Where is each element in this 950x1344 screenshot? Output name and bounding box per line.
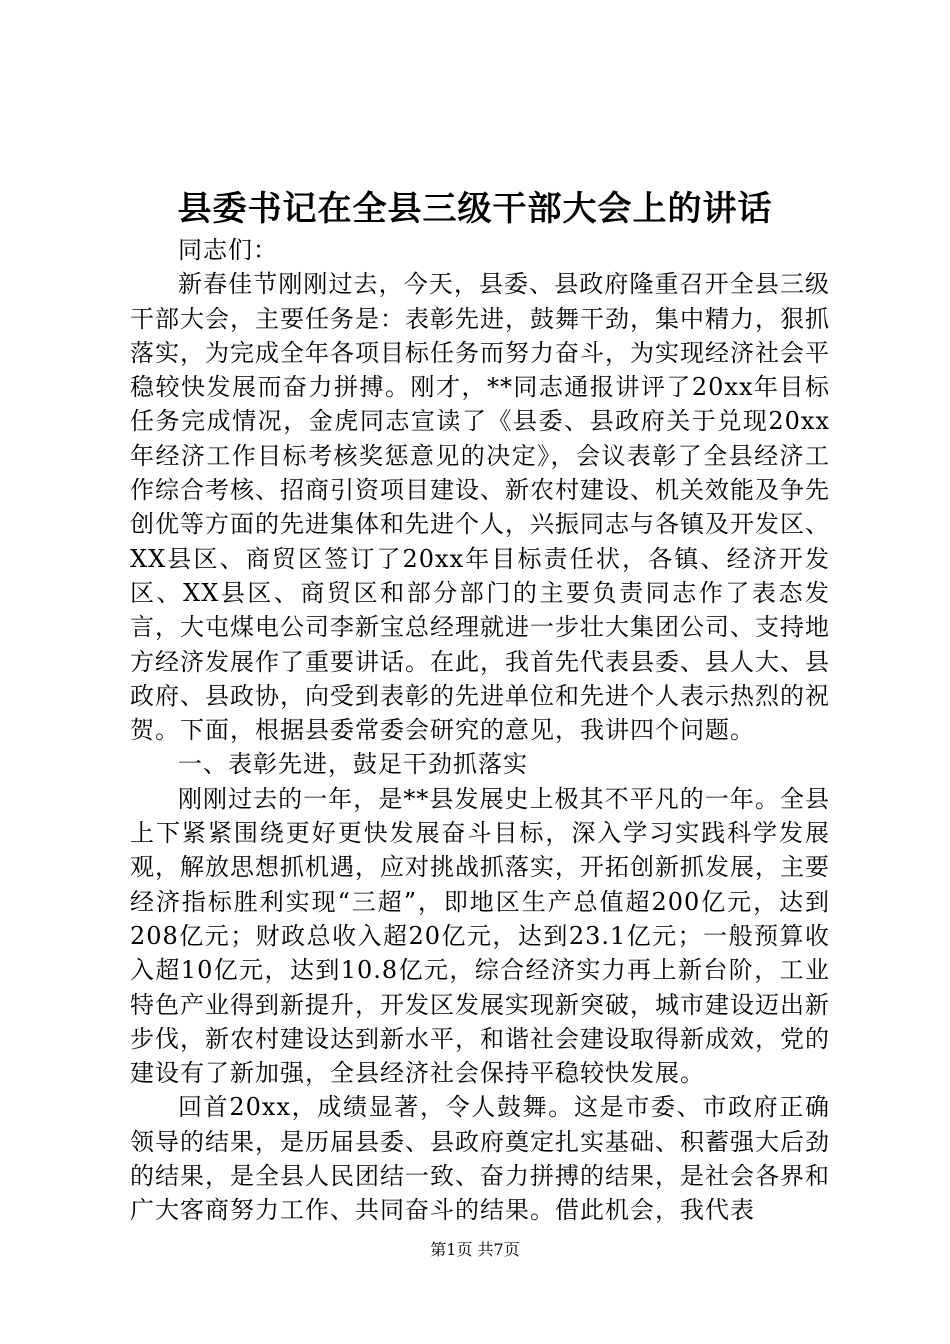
page-number-footer: 第1页 共7页 — [430, 1240, 520, 1259]
paragraph-review: 回首20xx，成绩显著，令人鼓舞。这是市委、市政府正确领导的结果，是历届县委、县政府奠定扎实基础、积蓄强大后劲的结果，是全县人民团结一致、奋力拼搏的结果，是社会各界和广大客商努力工作、共同奋斗的结果。借此机会，我代表 — [130, 1093, 830, 1225]
document-title: 县委书记在全县三级干部大会上的讲话 — [177, 189, 773, 229]
section-heading-1: 一、表彰先进，鼓足干劲抓落实 — [178, 750, 528, 779]
document-body — [130, 233, 830, 1228]
salutation: 同志们： — [178, 236, 278, 264]
paragraph-achievements: 刚刚过去的一年，是**县发展史上极其不平凡的一年。全县上下紧紧围绕更好更快发展奋斗目标，深入学习实践科学发展观，解放思想抓机遇，应对挑战抓落实，开拓创新抓发展，主要经济指标胜利实现“三超”，即地区生产总值超200亿元，达到208亿元；财政总收入超20亿元，达到23.1亿元；一般预算收入超10亿元，达到10.8亿元，综合经济实力再上新台阶，工业特色产业得到新提升，开发区发展实现新突破，城市建设迈出新步伐，新农村建设达到新水平，和谐社会建设取得新成效，党的建设有了新加强，全县经济社会保持平稳较快发展。 — [130, 784, 830, 1088]
paragraph-opening: 新春佳节刚刚过去，今天，县委、县政府隆重召开全县三级干部大会，主要任务是：表彰先进，鼓舞干劲，集中精力，狠抓落实，为完成全年各项目标任务而努力奋斗，为实现经济社会平稳较快发展而奋力拼搏。刚才，**同志通报讲评了20xx年目标任务完成情况，金虎同志宣读了《县委、县政府关于兑现20xx年经济工作目标考核奖惩意见的决定》，会议表彰了全县经济工作综合考核、招商引资项目建设、新农村建设、机关效能及争先创优等方面的先进集体和先进个人，兴振同志与各镇及开发区、XX县区、商贸区签订了20xx年目标责任状，各镇、经济开发区、XX县区、商贸区和部分部门的主要负责同志作了表态发言，大屯煤电公司李新宝总经理就进一步壮大集团公司、支持地方经济发展作了重要讲话。在此，我首先代表县委、县人大、县政府、县政协，向受到表彰的先进单位和先进个人表示热烈的祝贺。下面，根据县委常委会研究的意见，我讲四个问题。 — [130, 270, 830, 745]
